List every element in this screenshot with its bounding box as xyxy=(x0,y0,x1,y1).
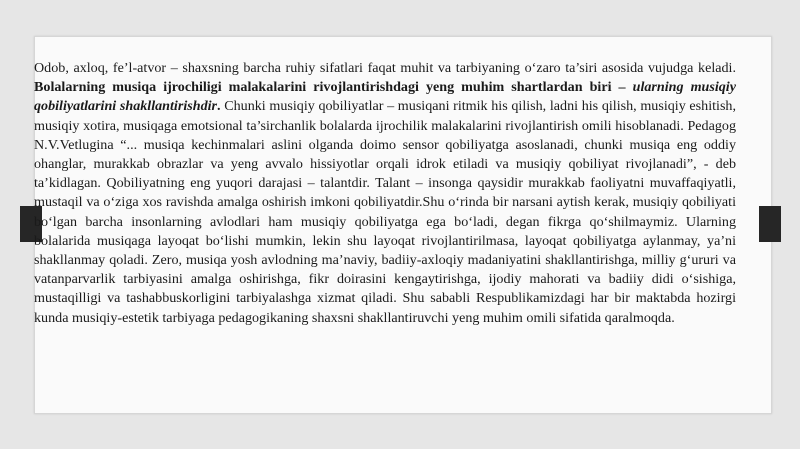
bold-italic-statement: ularning musiqiy qobiliyatlarini shakllantirishdir xyxy=(34,79,736,115)
intro-text: Odob, axloq, fe’l-atvor – shaxsning barcha ruhiy sifatlari faqat muhit va tarbiyaning o‘zaro ta’siri asosida vujudga keladi. xyxy=(34,60,736,76)
bold-statement: Bolalarning musiqa ijrochiligi malakalarini rivojlantirishdagi yeng muhim shartlardan biri – xyxy=(34,79,633,96)
right-edge-marker xyxy=(759,206,781,242)
bold-period: . xyxy=(217,98,221,115)
document-paragraph xyxy=(34,59,736,328)
body-text: Chunki musiqiy qobiliyatlar – musiqani ritmik his qilish, ladni his qilish, musiqiy eshitish, musiqiy xotira, musiqaga emotsional ta’sirchanlik bolalarda ijrochilik malakalarini rivojlantirish omili hisoblanadi. Pedagog N.V.Vetlugina “... musiqa kechinmalari aslini olganda doimo sensor qobiliyatga asoslanadi, chunki musiqa eng oddiy ohanglar, murakkab obrazlar va yeng avvalo hissiyotlar orqali idrok etiladi va musiqiy qobiliyat rivojlanadi”, - deb ta’kidlagan. Qobiliyatning eng yuqori darajasi – talantdir. Talant – insonga qaysidir murakkab faoliyatni muvaffaqiyatli, mustaqil va o‘ziga xos ravishda amalga oshirish imkoni qobiliyatdir.Shu o‘rinda bir narsani aytish kerak, musiqiy qobiliyati bo‘lgan barcha insonlarning avlodlari ham musiqiy qobiliyatga ega bo‘ladi, degan fikrga qo‘shilmaymiz. Ularning bolalarida musiqaga layoqat bo‘lishi mumkin, lekin shu layoqat rivojlantirilmasa, layoqat qobiliyatga aylanmay, ya’ni shakllanmay qoladi. Zero, musiqa yosh avlodning ma’naviy, badiiy-axloqiy madaniyatini shakllantirishga, milliy g‘ururi va vatanparvarlik tarbiyasini amalga oshirishga, fikr doirasini kengaytirishga, ijodiy mahorati va badiiy didi o‘sishiga, mustaqilligi va tashabbuskorligini tarbiyalashga xizmat qiladi. Shu sababli Respublikamizdagi har bir maktabda hozirgi kunda musiqiy-estetik tarbiyaga pedagogikaning shaxsni shakllantiruvchi yeng muhim omili sifatida qaralmoqda. xyxy=(34,98,736,326)
